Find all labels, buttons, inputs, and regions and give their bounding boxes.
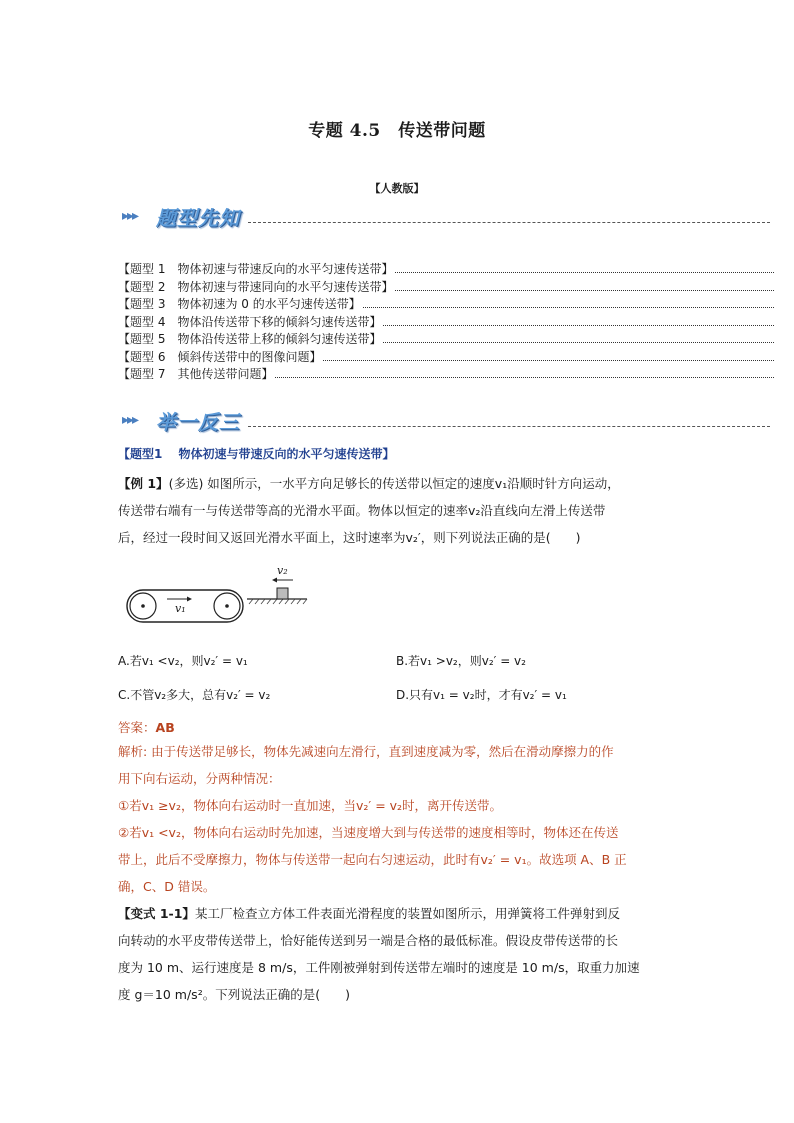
triple-arrow-icon: ▸▸▸ xyxy=(122,208,138,224)
answer-label: 答案： xyxy=(118,720,156,735)
section-divider xyxy=(248,426,770,427)
option-a[interactable]: A.若v₁ <v₂，则v₂′ = v₁ xyxy=(118,654,248,668)
section-banner-overview xyxy=(118,200,770,230)
edition-label: 【人教版】 xyxy=(369,182,425,195)
toc-item[interactable]: 【题型 1 物体初速与带速反向的水平匀速传送带】 xyxy=(118,260,774,278)
example-label: 【例 1】 xyxy=(118,476,169,491)
answer-value: AB xyxy=(155,720,175,735)
section-banner-text: 举一反三 xyxy=(156,410,240,434)
option-d[interactable]: D.只有v₁ = v₂时，才有v₂′ = v₁ xyxy=(396,688,567,702)
variant-1-1-text: 【变式 1-1】某工厂检查立方体工件表面光滑程度的装置如图所示，用弹簧将工件弹射到反 向转动的水平皮带传送带上，恰好能传送到另一端是合格的最低标准。假设皮带传送带的长 度为 10 m、运行速度是 8 m/s，工件刚被弹射到传送带左端时的速度是 10 m/s，取重力加速 度 g＝10 m/s²。下列说法正确的是( ) xyxy=(118,906,640,1002)
v2-label: v₂ xyxy=(277,564,288,577)
table-of-contents xyxy=(118,260,774,383)
toc-item[interactable]: 【题型 6 倾斜传送带中的图像问题】 xyxy=(118,348,774,366)
triple-arrow-icon: ▸▸▸ xyxy=(122,412,138,428)
toc-item[interactable]: 【题型 2 物体初速与带速同向的水平匀速传送带】 xyxy=(118,278,774,296)
variant-label: 【变式 1-1】 xyxy=(118,906,195,921)
answer-line xyxy=(118,718,175,736)
example-1-text: 【例 1】(多选) 如图所示，一水平方向足够长的传送带以恒定的速度v₁沿顺时针方向运动， 传送带右端有一与传送带等高的光滑水平面。物体以恒定的速率v₂沿直线向左滑上传送带 后，经过一段时间又返回光滑水平面上，这时速率为v₂′，则下列说法正确的是( ) xyxy=(118,476,620,545)
v1-label: v₁ xyxy=(175,602,186,615)
toc-item[interactable]: 【题型 7 其他传送带问题】 xyxy=(118,365,774,383)
page-title: 专题 4.5 传送带问题 xyxy=(308,121,486,141)
conveyor-belt-figure xyxy=(125,566,315,634)
topic-heading: 【题型1 物体初速与带速反向的水平匀速传送带】 xyxy=(118,447,395,461)
toc-item[interactable]: 【题型 4 物体沿传送带下移的倾斜匀速传送带】 xyxy=(118,313,774,331)
section-banner-text: 题型先知 xyxy=(156,206,240,230)
section-divider xyxy=(248,222,770,223)
option-c[interactable]: C.不管v₂多大，总有v₂′ = v₂ xyxy=(118,688,271,702)
option-b[interactable]: B.若v₁ >v₂，则v₂′ = v₂ xyxy=(396,654,526,668)
analysis-text: 解析: 由于传送带足够长，物体先减速向左滑行，直到速度减为零，然后在滑动摩擦力的作 用下向右运动，分两种情况： ①若v₁ ≥v₂，物体向右运动时一直加速，当v₂′ = v₂时，离开传送带。 ②若v₁ <v₂，物体向右运动时先加速，当速度增大到与传送带的速度相等时，物体还在传送 带上，此后不受摩擦力，物体与传送带一起向右匀速运动，此时有v₂′ = v₁。故选项 A、B 正 确，C、D 错误。 xyxy=(118,744,627,894)
toc-item[interactable]: 【题型 3 物体初速为 0 的水平匀速传送带】 xyxy=(118,295,774,313)
section-banner-examples xyxy=(118,404,770,434)
toc-item[interactable]: 【题型 5 物体沿传送带上移的倾斜匀速传送带】 xyxy=(118,330,774,348)
